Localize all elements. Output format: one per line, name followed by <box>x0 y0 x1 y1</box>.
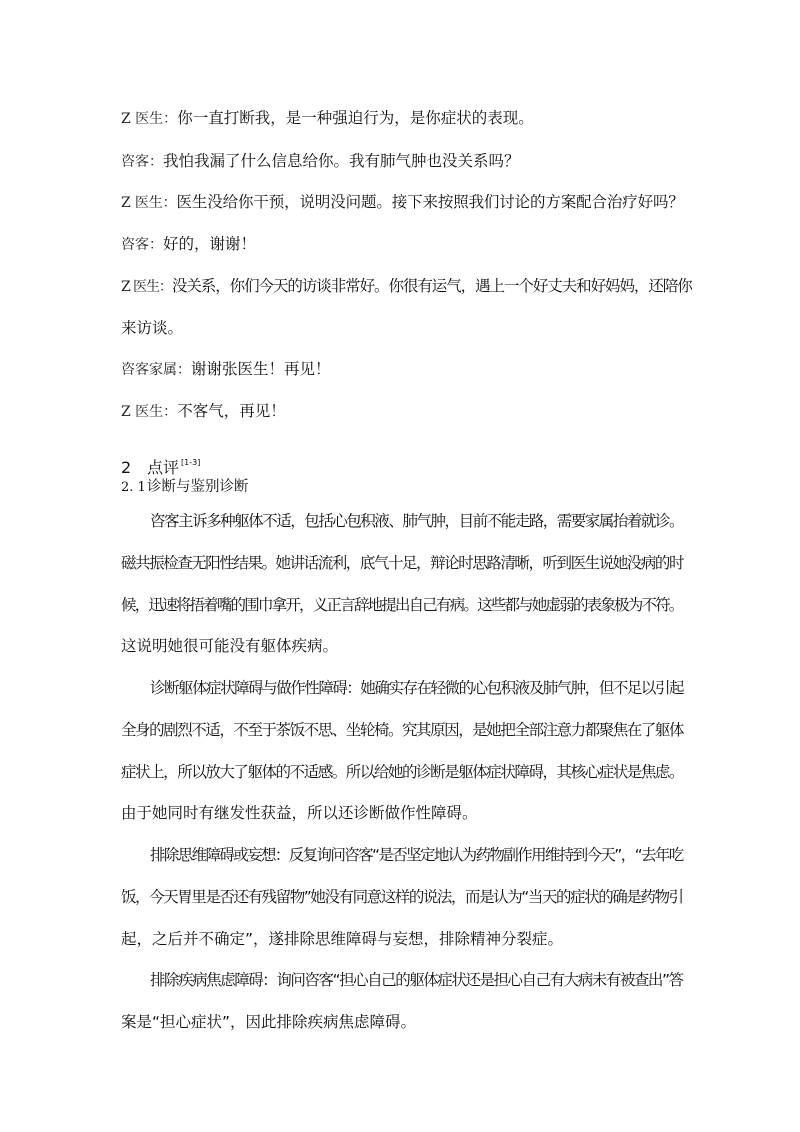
paragraph-line: 诊断躯体症状障碍与做作性障碍：她确实存在轻微的心包积液及肺气肿，但不足以引起 <box>150 679 683 697</box>
paragraph-line: 饭，今天胃里是否还有残留物”她没有同意这样的说法，而是认为“当天的症状的确是药物引 <box>121 888 683 906</box>
paragraph-line: 由于她同时有继发性获益，所以还诊断做作性障碍。 <box>121 804 478 822</box>
paragraph-line: 咨客主诉多种躯体不适，包括心包积液、肺气肿，目前不能走路，需要家属抬着就诊。 <box>150 512 683 530</box>
paragraph-line: 起，之后并不确定”，遂排除思维障碍与妄想，排除精神分裂症。 <box>121 930 564 948</box>
dialogue-text: 不客气，再见！ <box>177 402 286 420</box>
subsection-number: 2. 1 <box>121 480 146 495</box>
dialogue-text: 好的，谢谢！ <box>163 235 257 253</box>
dialogue-text: 我怕我漏了什么信息给你。我有肺气肿也没关系吗？ <box>163 152 520 170</box>
dialogue-line <box>121 108 534 129</box>
paragraph-line: 排除思维障碍或妄想：反复询问咨客“是否坚定地认为药物副作用维持到今天”，“去年吃 <box>150 846 683 864</box>
speaker-label: Z 医生： <box>121 404 178 420</box>
dialogue-line <box>121 151 520 172</box>
paragraph-line: 症状上，所以放大了躯体的不适感。所以给她的诊断是躯体症状障碍，其核心症状是焦虑。 <box>121 763 684 781</box>
paragraph-line: 磁共振检查无阳性结果。她讲话流利，底气十足，辩论时思路清晰，听到医生说她没病的时 <box>121 554 684 572</box>
section-citation: [1-3] <box>181 458 201 467</box>
speaker-label: 咨客家属： <box>121 362 191 378</box>
paragraph-line: 全身的剧烈不适，不至于茶饭不思、坐轮椅。究其原因，是她把全部注意力都聚焦在了躯体 <box>121 721 684 739</box>
dialogue-text: 谢谢张医生！再见！ <box>191 360 331 378</box>
dialogue-line <box>121 234 256 255</box>
dialogue-text: 来访谈。 <box>121 319 184 337</box>
dialogue-line <box>121 359 331 380</box>
dialogue-text: 没关系，你们今天的访谈非常好。你很有运气，遇上一个好丈夫和好妈妈，还陪你 <box>171 277 692 295</box>
dialogue-line-continuation <box>121 318 183 338</box>
paragraph-line: 候，迅速将捂着嘴的围巾拿开，义正言辞地提出自己有病。这些都与她虚弱的表象极为不符。 <box>121 596 683 614</box>
speaker-label: 咨客： <box>121 237 163 253</box>
section-heading <box>121 453 200 478</box>
dialogue-text: 医生没给你干预，说明没问题。接下来按照我们讨论的方案配合治疗好吗？ <box>176 193 684 211</box>
paragraph-line: 这说明她很可能没有躯体疾病。 <box>121 637 339 655</box>
speaker-label: 咨客： <box>121 154 163 170</box>
dialogue-line <box>121 276 692 297</box>
speaker-label: Z 医生： <box>121 195 177 211</box>
dialogue-text: 你一直打断我，是一种强迫行为，是你症状的表现。 <box>177 109 534 127</box>
dialogue-line <box>121 192 684 213</box>
dialogue-line <box>121 401 286 422</box>
speaker-label: Z 医生： <box>121 111 178 127</box>
speaker-label: Z 医生： <box>121 279 172 295</box>
subsection-title: 诊断与鉴别诊断 <box>147 479 249 495</box>
paragraph-line: 排除疾病焦虑障碍：询问咨客“担心自己的躯体症状还是担心自己有大病未有被查出”答 <box>150 971 683 989</box>
paragraph-line: 案是“担心症状”，因此排除疾病焦虑障碍。 <box>121 1013 417 1031</box>
section-title: 点评 <box>147 458 180 477</box>
subsection-heading <box>121 478 249 497</box>
section-number: 2 <box>121 458 132 477</box>
